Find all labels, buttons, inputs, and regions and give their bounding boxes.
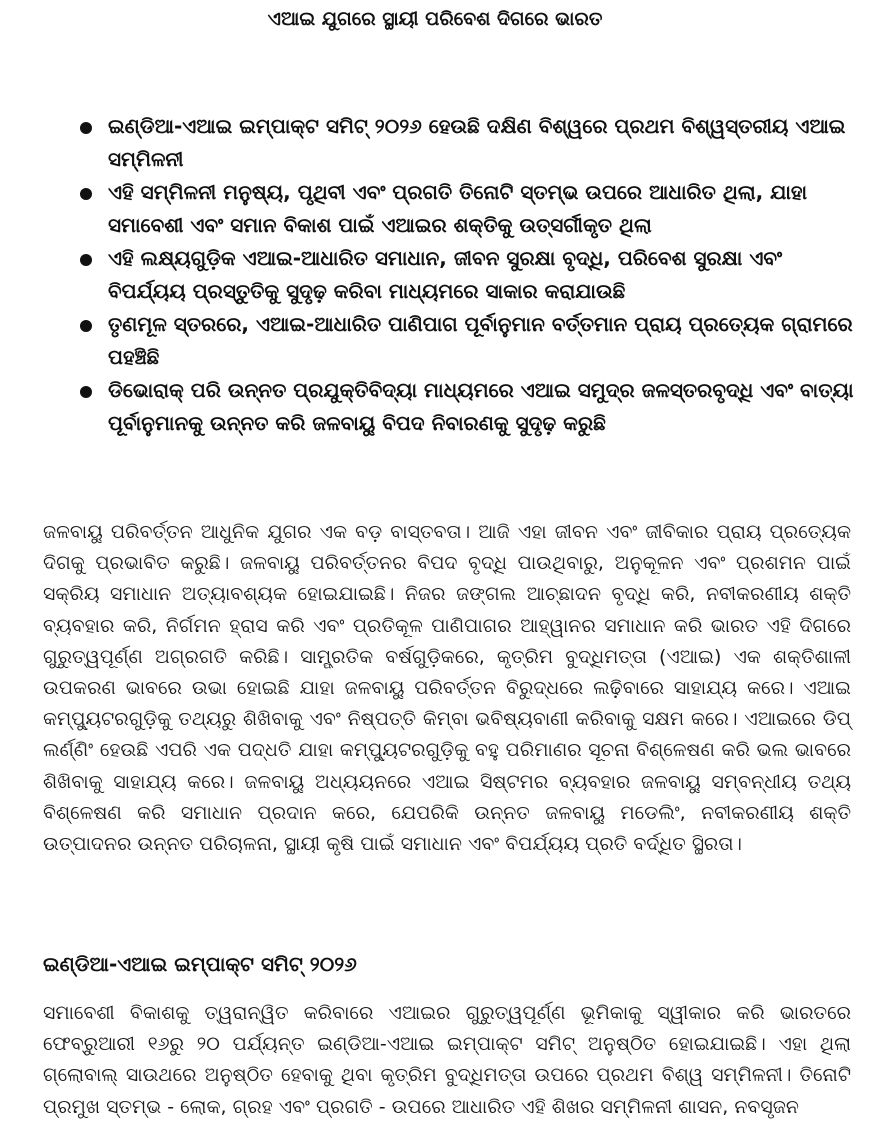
highlight-item bbox=[72, 374, 862, 440]
highlight-text: ଇଣ୍ଡିଆ-ଏଆଇ ଇମ୍ପାକ୍ଟ ସମିଟ୍ ୨୦୨୬ ହେଉଛି ଦକ୍ଷିଣ ବିଶ୍ୱରେ ପ୍ରଥମ ବିଶ୍ୱସ୍ତରୀୟ ଏଆଇ ସମ୍ମିଳନୀ bbox=[108, 114, 846, 171]
highlight-text: ଡିଭୋରାକ୍ ପରି ଉନ୍ନତ ପ୍ରଯୁକ୍ତିବିଦ୍ୟା ମାଧ୍ୟମରେ ଏଆଇ ସମୁଦ୍ର ଜଳସ୍ତରବୃଦ୍ଧି ଏବଂ ବାତ୍ୟା ପୂର୍ବାନୁମାନକୁ ଉନ୍ନତ କରି ଜଳବାୟୁ ବିପଦ ନିବାରଣକୁ ସୁଦୃଢ଼ କରୁଛି bbox=[108, 378, 854, 435]
highlight-item bbox=[72, 110, 862, 176]
body-paragraph-1: ଜଳବାୟୁ ପରିବର୍ତ୍ତନ ଆଧୁନିକ ଯୁଗର ଏକ ବଡ଼ ବାସ୍ତବତା। ଆଜି ଏହା ଜୀବନ ଏବଂ ଜୀବିକାର ପ୍ରାୟ ପ୍ରତ୍ୟେକ ଦିଗକୁ ପ୍ରଭାବିତ କରୁଛି। ଜଳବାୟୁ ପରିବର୍ତ୍ତନର ବିପଦ ବୃଦ୍ଧି ପାଉଥିବାରୁ, ଅନୁକୂଳନ ଏବଂ ପ୍ରଶମନ ପାଇଁ ସକ୍ରିୟ ସମାଧାନ ଅତ୍ୟାବଶ୍ୟକ ହୋଇଯାଇଛି। ନିଜର ଜଙ୍ଗଲ ଆଚ୍ଛାଦନ ବୃଦ୍ଧି କରି, ନବୀକରଣୀୟ ଶକ୍ତି ବ୍ୟବହାର କରି, ନିର୍ଗମନ ହ୍ରାସ କରି ଏବଂ ପ୍ରତିକୂଳ ପାଣିପାଗର ଆହ୍ୱାନର ସମାଧାନ କରି ଭାରତ ଏହି ଦିଗରେ ଗୁରୁତ୍ୱପୂର୍ଣ୍ଣ ଅଗ୍ରଗତି କରିଛି। ସାମ୍ପ୍ରତିକ ବର୍ଷଗୁଡ଼ିକରେ, କୃତ୍ରିମ ବୁଦ୍ଧିମତ୍ତା (ଏଆଇ) ଏକ ଶକ୍ତିଶାଳୀ ଉପକରଣ ଭାବରେ ଉଭା ହୋଇଛି ଯାହା ଜଳବାୟୁ ପରିବର୍ତ୍ତନ ବିରୁଦ୍ଧରେ ଲଢ଼ିବାରେ ସାହାଯ୍ୟ କରେ। ଏଆଇ କମ୍ପ୍ୟୁଟରଗୁଡ଼ିକୁ ତଥ୍ୟରୁ ଶିଖିବାକୁ ଏବଂ ନିଷ୍ପତ୍ତି କିମ୍ବା ଭବିଷ୍ୟବାଣୀ କରିବାକୁ ସକ୍ଷମ କରେ। ଏଆଇରେ ଡିପ୍ ଲର୍ଣ୍ଣିଂ ହେଉଛି ଏପରି ଏକ ପଦ୍ଧତି ଯାହା କମ୍ପ୍ୟୁଟରଗୁଡ଼ିକୁ ବହୁ ପରିମାଣର ସୂଚନା ବିଶ୍ଳେଷଣ କରି ଭଲ ଭାବରେ ଶିଖିବାକୁ ସାହାଯ୍ୟ କରେ। ଜଳବାୟୁ ଅଧ୍ୟୟନରେ ଏଆଇ ସିଷ୍ଟମର ବ୍ୟବହାର ଜଳବାୟୁ ସମ୍ବନ୍ଧୀୟ ତଥ୍ୟ ବିଶ୍ଳେଷଣ କରି ସମାଧାନ ପ୍ରଦାନ କରେ, ଯେପରିକି ଉନ୍ନତ ଜଳବାୟୁ ମଡେଲିଂ, ନବୀକରଣୀୟ ଶକ୍ତି ଉତ୍ପାଦନର ଉନ୍ନତ ପରିଚାଳନା, ସ୍ଥାୟୀ କୃଷି ପାଇଁ ସମାଧାନ ଏବଂ ବିପର୍ଯ୍ୟୟ ପ୍ରତି ବର୍ଦ୍ଧିତ ସ୍ଥିରତା। bbox=[43, 521, 851, 856]
bullet-icon bbox=[80, 320, 92, 332]
highlight-item bbox=[72, 242, 862, 308]
highlight-item bbox=[72, 176, 862, 242]
highlight-text: ଏହି ଲକ୍ଷ୍ୟଗୁଡ଼ିକ ଏଆଇ-ଆଧାରିତ ସମାଧାନ, ଜୀବନ ସୁରକ୍ଷା ବୃଦ୍ଧି, ପରିବେଶ ସୁରକ୍ଷା ଏବଂ ବିପର୍ଯ୍ୟୟ ପ୍ରସ୍ତୁତିକୁ ସୁଦୃଢ଼ କରିବା ମାଧ୍ୟମରେ ସାକାର କରାଯାଉଛି bbox=[108, 246, 783, 303]
highlight-text: ତୃଣମୂଳ ସ୍ତରରେ, ଏଆଇ-ଆଧାରିତ ପାଣିପାଗ ପୂର୍ବାନୁମାନ ବର୍ତ୍ତମାନ ପ୍ରାୟ ପ୍ରତ୍ୟେକ ଗ୍ରାମରେ ପହଞ୍ଚିଛି bbox=[108, 312, 853, 369]
bullet-icon bbox=[80, 254, 92, 266]
body-paragraph-2: ସମାବେଶୀ ବିକାଶକୁ ତ୍ୱରାନ୍ୱିତ କରିବାରେ ଏଆଇର ଗୁରୁତ୍ୱପୂର୍ଣ୍ଣ ଭୂମିକାକୁ ସ୍ୱୀକାର କରି ଭାରତରେ ଫେବ୍ରୁଆରୀ ୧୬ରୁ ୨୦ ପର୍ଯ୍ୟନ୍ତ ଇଣ୍ଡିଆ-ଏଆଇ ଇମ୍ପାକ୍ଟ ସମିଟ୍ ଅନୁଷ୍ଠିତ ହୋଇଯାଇଛି। ଏହା ଥିଲା ଗ୍ଲୋବାଲ୍ ସାଉଥରେ ଅନୁଷ୍ଠିତ ହେବାକୁ ଥିବା କୃତ୍ରିମ ବୁଦ୍ଧିମତ୍ତା ଉପରେ ପ୍ରଥମ ବିଶ୍ୱ ସମ୍ମିଳନୀ। ତିନୋଟି ପ୍ରମୁଖ ସ୍ତମ୍ଭ - ଲୋକ, ଗ୍ରହ ଏବଂ ପ୍ରଗତି - ଉପରେ ଆଧାରିତ ଏହି ଶିଖର ସମ୍ମିଳନୀ ଶାସନ, ନବସୃଜନ bbox=[43, 1002, 851, 1118]
highlights-list bbox=[72, 110, 862, 440]
bullet-icon bbox=[80, 122, 92, 134]
article-title: ଏଆଇ ଯୁଗରେ ସ୍ଥାୟୀ ପରିବେଶ ଦିଗରେ ଭାରତ bbox=[267, 8, 603, 30]
highlight-text: ଏହି ସମ୍ମିଳନୀ ମନୁଷ୍ୟ, ପୃଥିବୀ ଏବଂ ପ୍ରଗତି ତିନୋଟି ସ୍ତମ୍ଭ ଉପରେ ଆଧାରିତ ଥିଲା, ଯାହା ସମାବେଶୀ ଏବଂ ସମାନ ବିକାଶ ପାଇଁ ଏଆଇର ଶକ୍ତିକୁ ଉତ୍ସର୍ଗୀକୃତ ଥିଲା bbox=[108, 180, 808, 237]
highlight-item bbox=[72, 308, 862, 374]
section-heading: ଇଣ୍ଡିଆ-ଏଆଇ ଇମ୍ପାକ୍ଟ ସମିଟ୍ ୨୦୨୬ bbox=[43, 952, 357, 976]
bullet-icon bbox=[80, 188, 92, 200]
bullet-icon bbox=[80, 386, 92, 398]
